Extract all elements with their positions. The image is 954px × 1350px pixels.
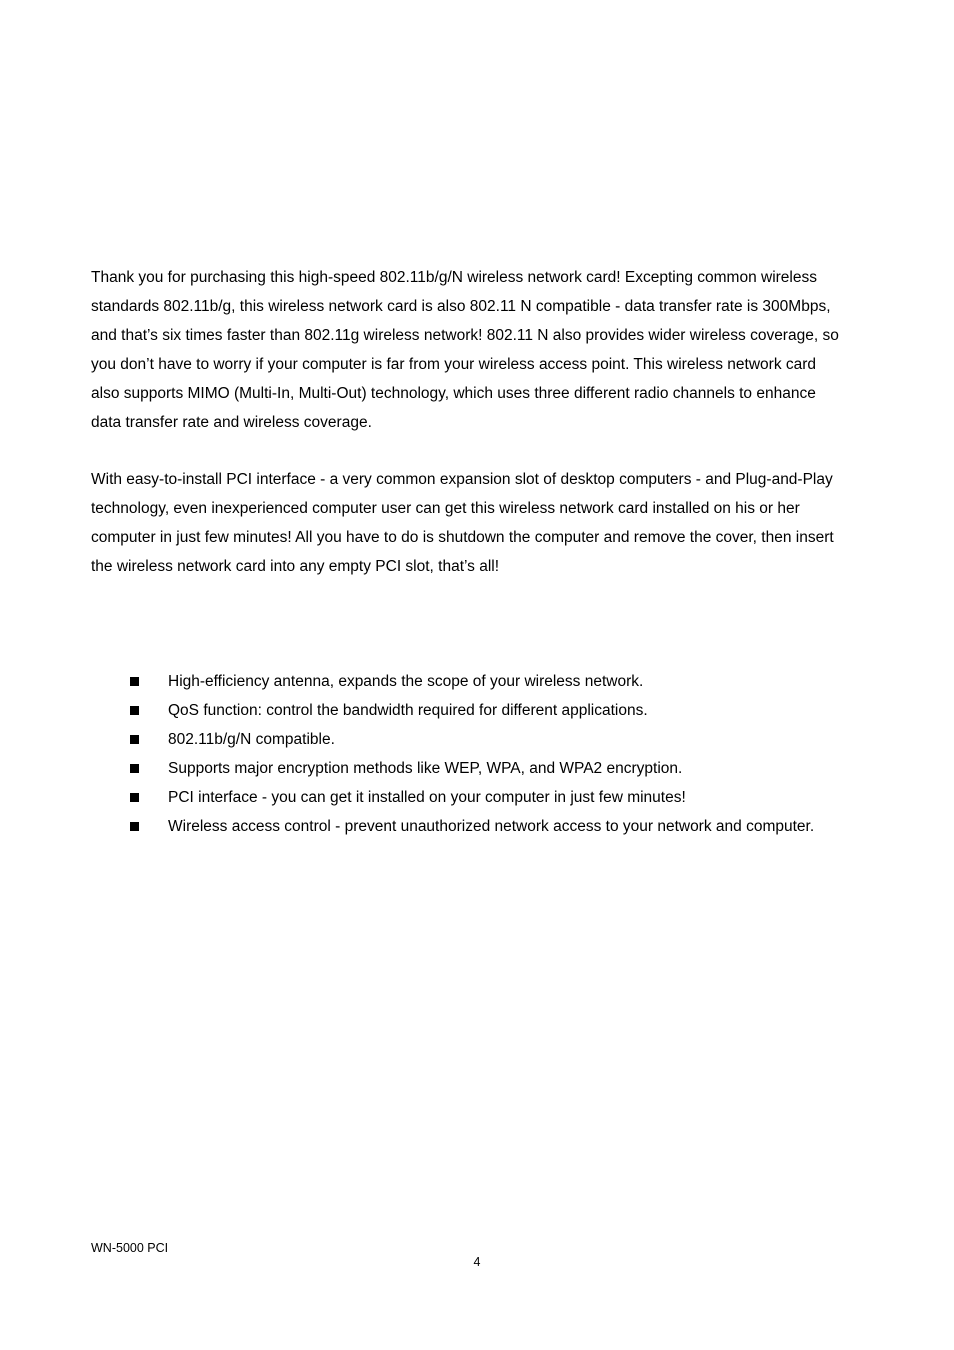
square-bullet-icon	[130, 706, 139, 715]
install-line: technology, even inexperienced computer user can get this wireless network card installed on his or her	[91, 499, 800, 517]
install-line: the wireless network card into any empty PCI slot, that’s all!	[91, 557, 500, 575]
feature-text: PCI interface - you can get it installed on your computer in just few minutes!	[168, 789, 686, 806]
feature-text: Supports major encryption methods like WEP, WPA, and WPA2 encryption.	[168, 760, 683, 777]
square-bullet-icon	[130, 764, 139, 773]
square-bullet-icon	[130, 677, 139, 686]
feature-item	[130, 725, 890, 754]
square-bullet-icon	[130, 735, 139, 744]
feature-text: Wireless access control - prevent unauthorized network access to your network and computer.	[168, 818, 815, 835]
footer-model-name: WN-5000 PCI	[91, 1241, 169, 1255]
intro-paragraph	[91, 264, 871, 437]
intro-line: you don’t have to worry if your computer is far from your wireless access point. This wireless network card	[91, 355, 817, 373]
feature-text: 802.11b/g/N compatible.	[168, 731, 335, 748]
feature-item	[130, 754, 890, 783]
intro-line: also supports MIMO (Multi-In, Multi-Out) technology, which uses three different radio channels to enhance	[91, 384, 816, 402]
feature-item	[130, 696, 890, 725]
square-bullet-icon	[130, 793, 139, 802]
feature-item	[130, 667, 890, 696]
intro-line: data transfer rate and wireless coverage.	[91, 413, 372, 431]
feature-item	[130, 812, 890, 841]
feature-item	[130, 783, 890, 812]
install-line: With easy-to-install PCI interface - a very common expansion slot of desktop computers - and Plug-and-Play	[91, 471, 833, 488]
intro-line: and that’s six times faster than 802.11g wireless network! 802.11 N also provides wider wireless coverage, so	[91, 326, 839, 344]
square-bullet-icon	[130, 822, 139, 831]
intro-line: Thank you for purchasing this high-speed 802.11b/g/N wireless network card! Excepting common wireless	[91, 269, 817, 286]
intro-line: standards 802.11b/g, this wireless network card is also 802.11 N compatible - data transfer rate is 300Mbps,	[91, 297, 831, 315]
feature-text: High-efficiency antenna, expands the scope of your wireless network.	[168, 673, 644, 690]
feature-text: QoS function: control the bandwidth required for different applications.	[168, 702, 648, 719]
feature-list	[130, 667, 890, 841]
install-line: computer in just few minutes! All you have to do is shutdown the computer and remove the cover, then insert	[91, 528, 834, 546]
page-number: 4	[473, 1255, 481, 1269]
install-paragraph	[91, 466, 871, 582]
